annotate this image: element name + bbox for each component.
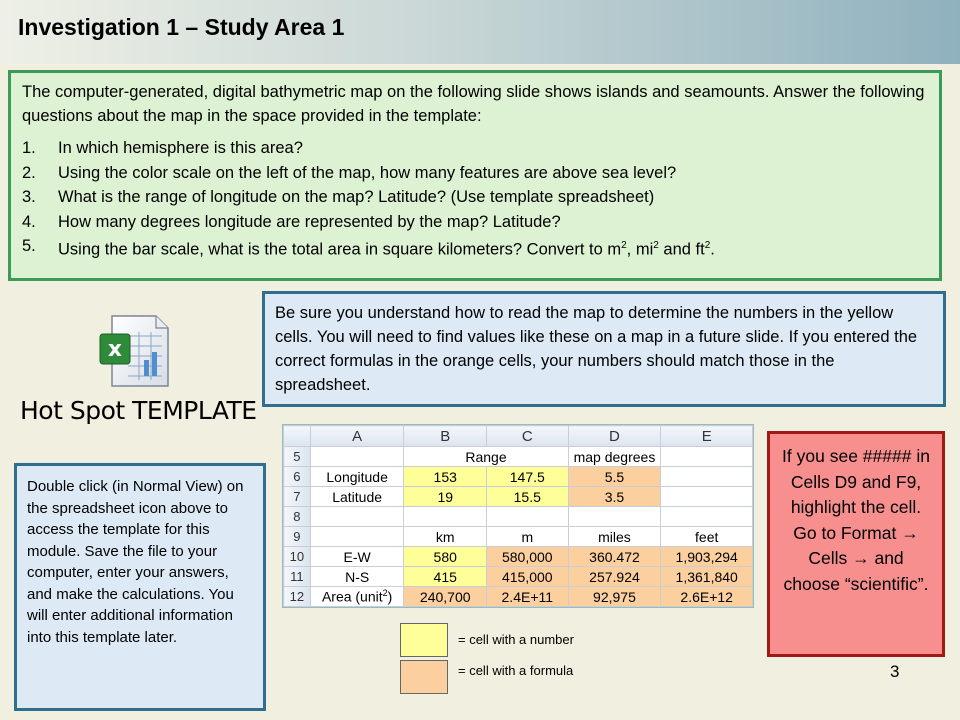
table-row [284,447,753,467]
formula-cell-swatch [400,660,448,694]
questions-intro: The computer-generated, digital bathymetric map on the following slide shows islands and seamounts. Answer the following questions about the map in the space provided in the template: [22,83,925,125]
formula-cell: 240,700 [404,587,487,607]
number-cell: 153 [404,467,487,487]
svg-text:x: x [107,337,123,362]
column-header: C [487,426,569,447]
formula-cell: 257.924 [568,567,661,587]
column-header: D [568,426,661,447]
question-item: 2. Using the color scale on the left of the map, how many features are above sea level? [22,163,677,182]
formula-cell: 2.4E+11 [487,587,569,607]
formula-cell: 92,975 [568,587,661,607]
table-row [284,587,753,607]
row-header: 5 [284,447,311,467]
column-header: E [661,426,753,447]
row-header: 11 [284,567,311,587]
questions-list [22,136,929,262]
template-label: Hot Spot TEMPLATE [20,396,257,425]
number-cell: 415 [404,567,487,587]
row-header: 7 [284,487,311,507]
tip-text: If you see ##### in Cells D9 and F9, highlight the cell. Go to Format → Cells → and choose “scientific”. [782,446,930,594]
question-item: 1. In which hemisphere is this area? [22,139,303,157]
unit-header: m [487,527,569,547]
title-bar [0,0,960,64]
formula-cell: 5.5 [568,467,661,487]
number-cell: 15.5 [487,487,569,507]
number-cell: 147.5 [487,467,569,487]
row-label: N-S [310,567,404,587]
table-row [284,467,753,487]
spreadsheet-note-box [262,291,946,407]
number-cell-legend: = cell with a number [458,632,574,647]
formula-cell: 3.5 [568,487,661,507]
row-label: Longitude [310,467,404,487]
number-cell-swatch [400,623,448,657]
table-row [284,527,753,547]
range-header: Range [404,447,568,467]
scientific-format-tip-box [767,431,945,657]
table-row [284,567,753,587]
number-cell: 19 [404,487,487,507]
number-cell: 580 [404,547,487,567]
formula-cell: 2.6E+12 [661,587,753,607]
row-header: 10 [284,547,311,567]
instructions-text: Double click (in Normal View) on the spreadsheet icon above to access the template for this module. Save the file to your computer, enter your answers, and make the calculations. You will enter additional information into this template later. [27,478,244,646]
table-row [284,507,753,527]
table-row [284,487,753,507]
arrow-right-icon: → [852,548,870,568]
column-header: A [310,426,404,447]
spreadsheet-preview [282,424,754,608]
formula-cell-legend: = cell with a formula [458,663,574,678]
row-header: 12 [284,587,311,607]
spreadsheet-table [283,425,753,607]
formula-cell: 580,000 [487,547,569,567]
spreadsheet-note-text: Be sure you understand how to read the map to determine the numbers in the yellow cells. You will need to find values like these on a map in a future slide. If you entered the correct formulas in the orange cells, your numbers should match those in the spreadsheet. [275,304,918,394]
questions-box [8,70,942,281]
formula-cell: 1,903,294 [661,547,753,567]
row-label: E-W [310,547,404,567]
row-header: 6 [284,467,311,487]
unit-header: km [404,527,487,547]
column-header: B [404,426,487,447]
map-degrees-header: map degrees [568,447,661,467]
row-label: Latitude [310,487,404,507]
page-number: 3 [890,662,900,681]
instructions-box [14,463,266,711]
question-item: 3. What is the range of longitude on the map? Latitude? (Use template spreadsheet) [22,188,655,206]
question-item: 4. How many degrees longitude are represented by the map? Latitude? [22,212,561,231]
table-row [284,547,753,567]
column-header-row [284,426,753,447]
formula-cell: 360.472 [568,547,661,567]
question-item: 5. Using the bar scale, what is the total area in square kilometers? Convert to $m^2$, $mi^2$ and $ft^2$. [22,237,715,259]
unit-header: feet [661,527,753,547]
unit-header: miles [568,527,661,547]
formula-cell: 1,361,840 [661,567,753,587]
row-label: Area (unit$^2$) [310,587,404,607]
arrow-right-icon: → [901,522,919,543]
row-header: 9 [284,527,311,547]
slide-title: Investigation 1 – Study Area 1 [18,14,345,40]
formula-cell: 415,000 [487,567,569,587]
row-header: 8 [284,507,311,527]
excel-file-icon[interactable] [98,312,174,390]
